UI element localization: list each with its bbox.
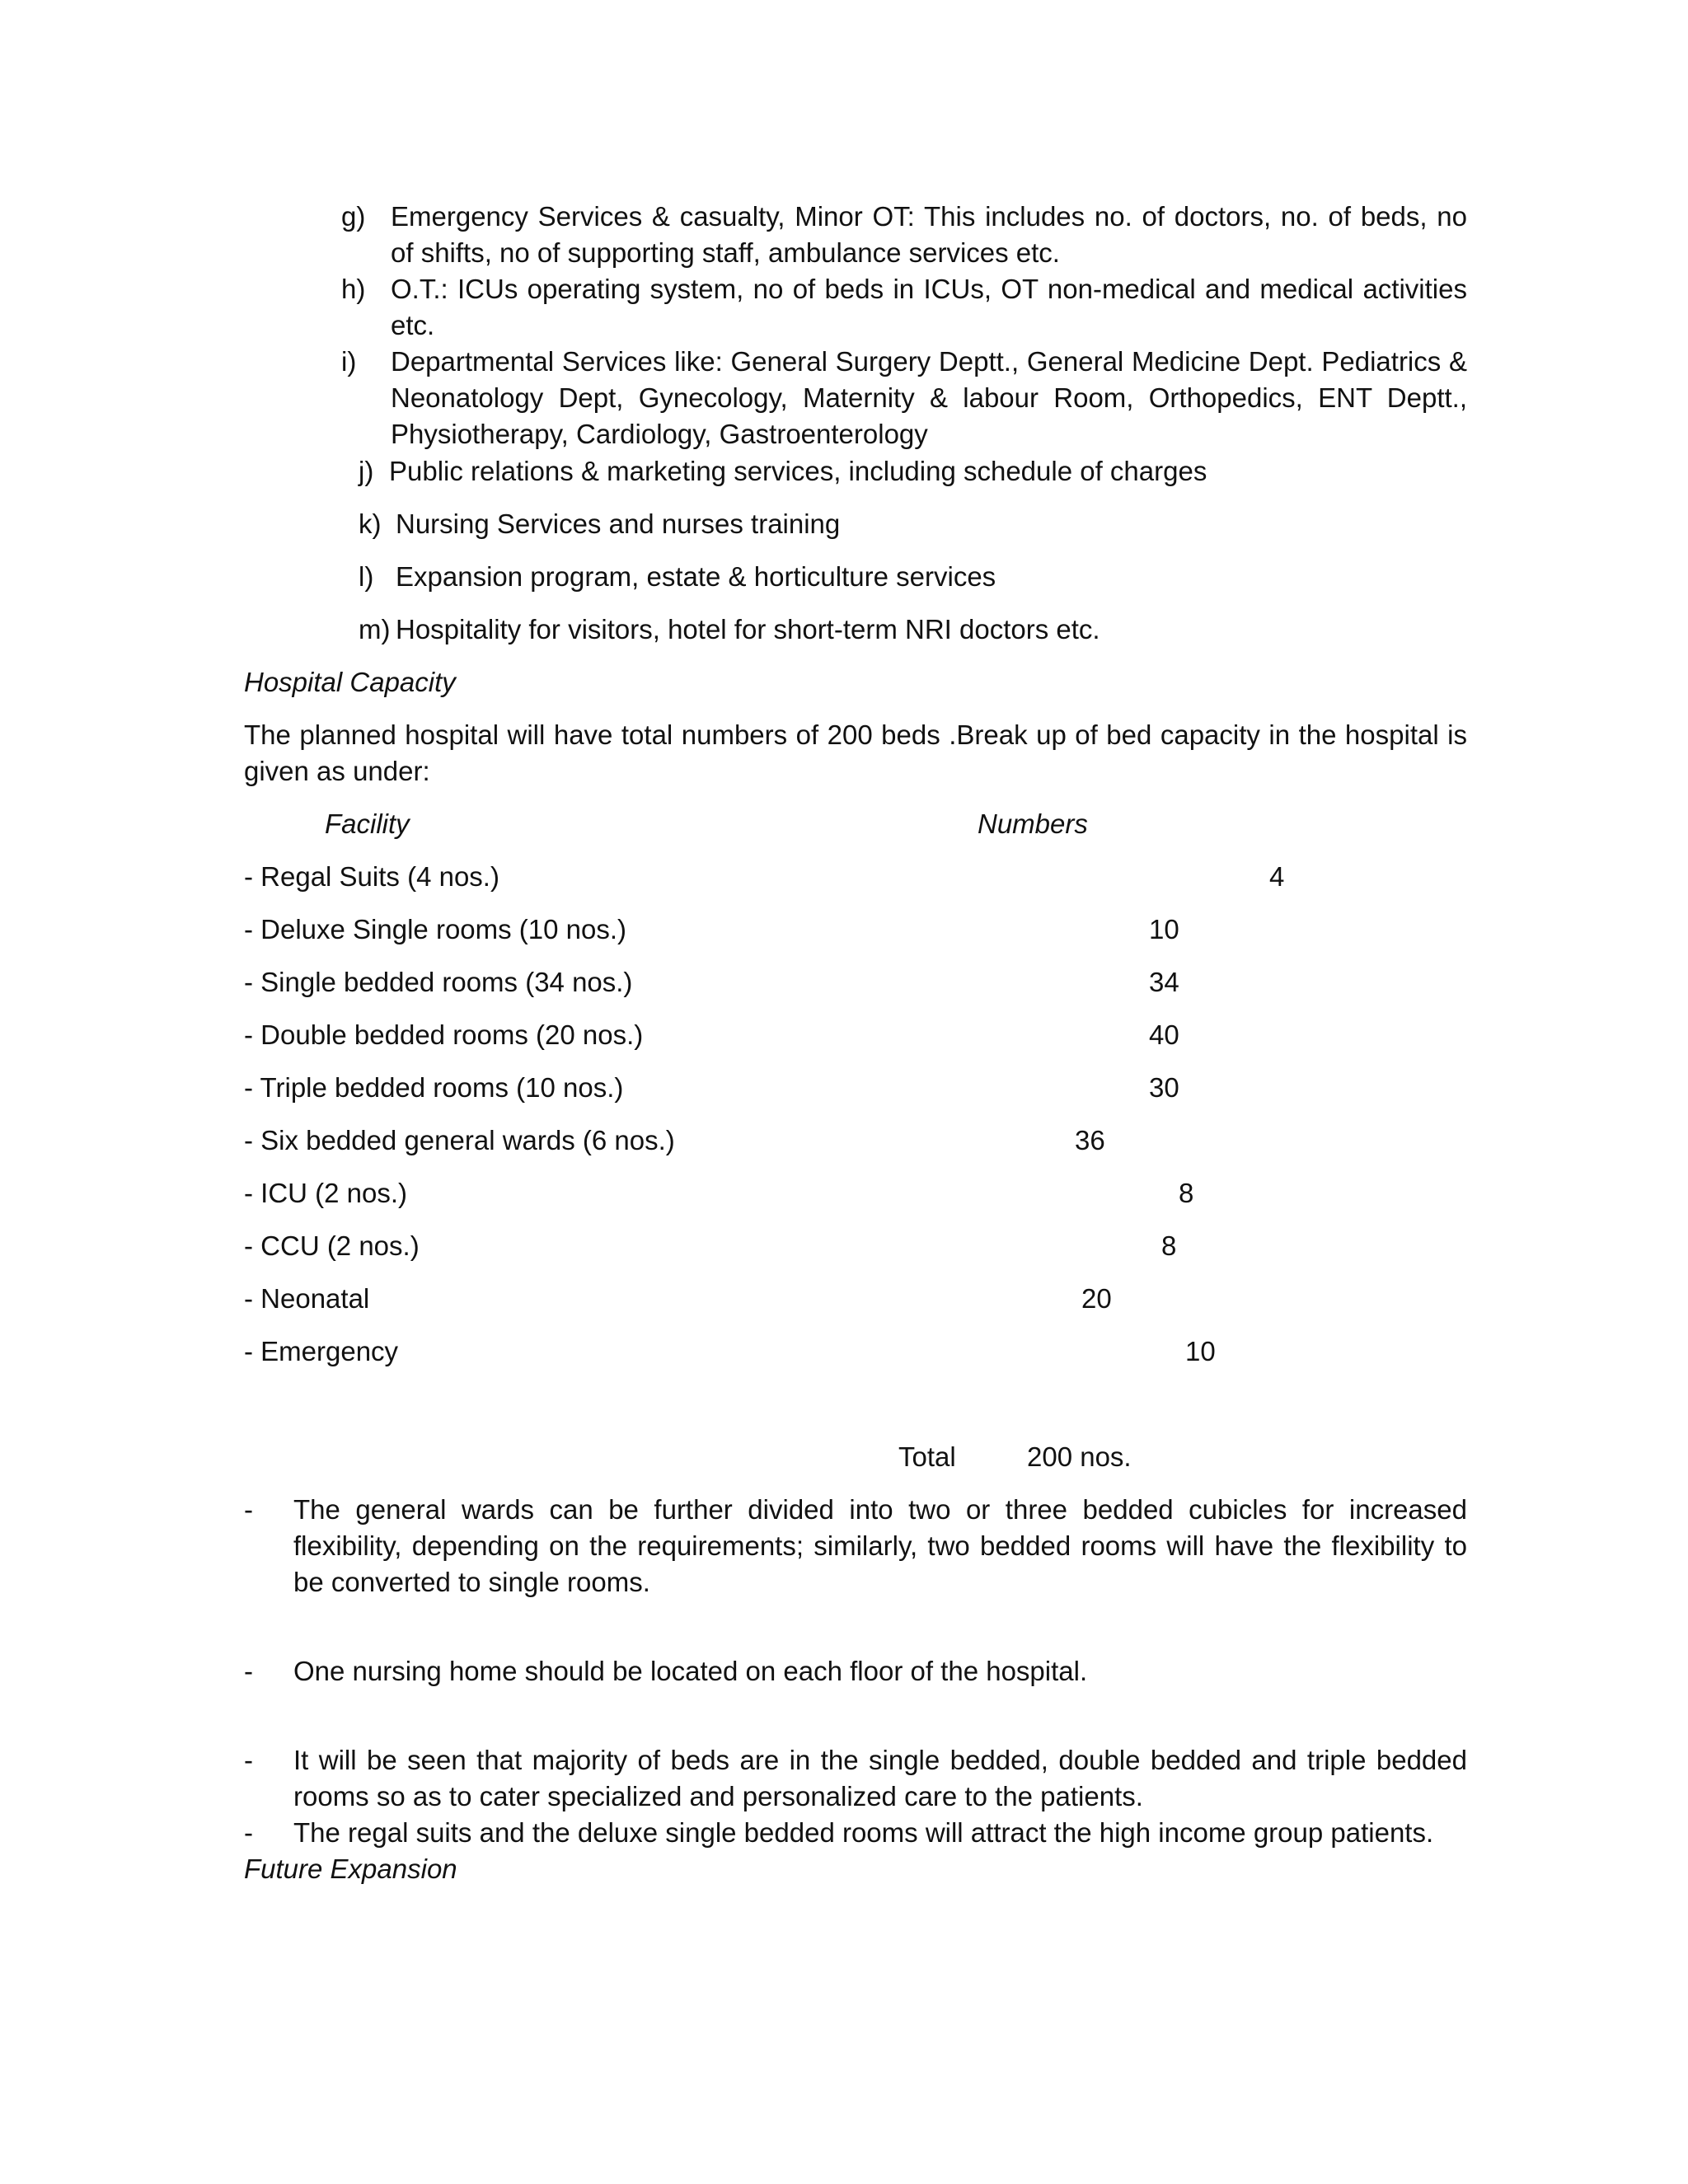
list-marker-j: j) [359, 456, 374, 486]
list-marker-i: i) [341, 346, 357, 377]
table-row-facility: - Triple bedded rooms (10 nos.) [244, 1072, 624, 1103]
table-row-number: 10 [1185, 1336, 1216, 1366]
table-total-value: 200 nos. [1027, 1441, 1132, 1472]
list-marker-g: g) [341, 201, 366, 232]
table-row-facility: - Regal Suits (4 nos.) [244, 861, 499, 892]
note-dash: - [244, 1745, 253, 1775]
table-row-number: 20 [1081, 1283, 1112, 1314]
table-row-facility: - CCU (2 nos.) [244, 1230, 420, 1261]
list-marker-l: l) [359, 561, 374, 592]
table-row-facility: - ICU (2 nos.) [244, 1178, 408, 1208]
list-item-ot: O.T.: ICUs operating system, no of beds in ICUs, OT non-medical and medical activities etc. [391, 274, 1467, 340]
section-heading-future-expansion: Future Expansion [244, 1854, 457, 1884]
table-header-facility: Facility [325, 808, 410, 839]
table-row-facility: - Deluxe Single rooms (10 nos.) [244, 914, 627, 944]
table-row-number: 10 [1149, 914, 1179, 944]
table-row-number: 40 [1149, 1019, 1179, 1050]
list-marker-h: h) [341, 274, 366, 304]
note-dash: - [244, 1494, 253, 1525]
list-item-nursing: Nursing Services and nurses training [396, 509, 841, 539]
table-row-facility: - Emergency [244, 1336, 399, 1366]
section-heading-capacity: Hospital Capacity [244, 667, 456, 697]
list-marker-m: m) [359, 614, 391, 644]
list-item-departmental: Departmental Services like: General Surgery Deptt., General Medicine Dept. Pediatrics & Neonatology Dept, Gynecology, Maternity & labour Room, Orthopedics, ENT Deptt., Physiotherapy, Cardiology, Gastroenterology [391, 346, 1467, 449]
table-row-facility: - Neonatal [244, 1283, 370, 1314]
table-row-facility: - Single bedded rooms (34 nos.) [244, 967, 633, 997]
table-total-label: Total [898, 1441, 956, 1472]
table-row-number: 4 [1269, 861, 1285, 892]
table-row-facility: - Double bedded rooms (20 nos.) [244, 1019, 644, 1050]
note-general-wards: The general wards can be further divided into two or three bedded cubicles for increased flexibility, depending on the requirements; similarly, two bedded rooms will have the flexibility to be converted to single rooms. [293, 1494, 1467, 1597]
table-row-number: 34 [1149, 967, 1179, 997]
note-majority-beds: It will be seen that majority of beds are in the single bedded, double bedded and triple bedded rooms so as to cater specialized and personalized care to the patients. [293, 1745, 1467, 1811]
list-item-expansion: Expansion program, estate & horticulture services [396, 561, 996, 592]
table-row-number: 8 [1161, 1230, 1177, 1261]
table-header-numbers: Numbers [978, 808, 1088, 839]
note-regal-suits: The regal suits and the deluxe single bedded rooms will attract the high income group patients. [293, 1817, 1434, 1848]
list-item-emergency: Emergency Services & casualty, Minor OT: This includes no. of doctors, no. of beds, no of shifts, no of supporting staff, ambulance services etc. [391, 201, 1467, 268]
note-dash: - [244, 1656, 253, 1686]
table-row-facility: - Six bedded general wards (6 nos.) [244, 1125, 675, 1155]
list-item-public-relations: Public relations & marketing services, including schedule of charges [389, 456, 1207, 486]
list-marker-k: k) [359, 509, 382, 539]
note-dash: - [244, 1817, 253, 1848]
list-item-hospitality: Hospitality for visitors, hotel for short-term NRI doctors etc. [396, 614, 1100, 644]
note-nursing-home: One nursing home should be located on each floor of the hospital. [293, 1656, 1088, 1686]
capacity-intro: The planned hospital will have total numbers of 200 beds .Break up of bed capacity in the hospital is given as under: [244, 719, 1467, 786]
table-row-number: 30 [1149, 1072, 1179, 1103]
table-row-number: 36 [1075, 1125, 1105, 1155]
table-row-number: 8 [1179, 1178, 1194, 1208]
